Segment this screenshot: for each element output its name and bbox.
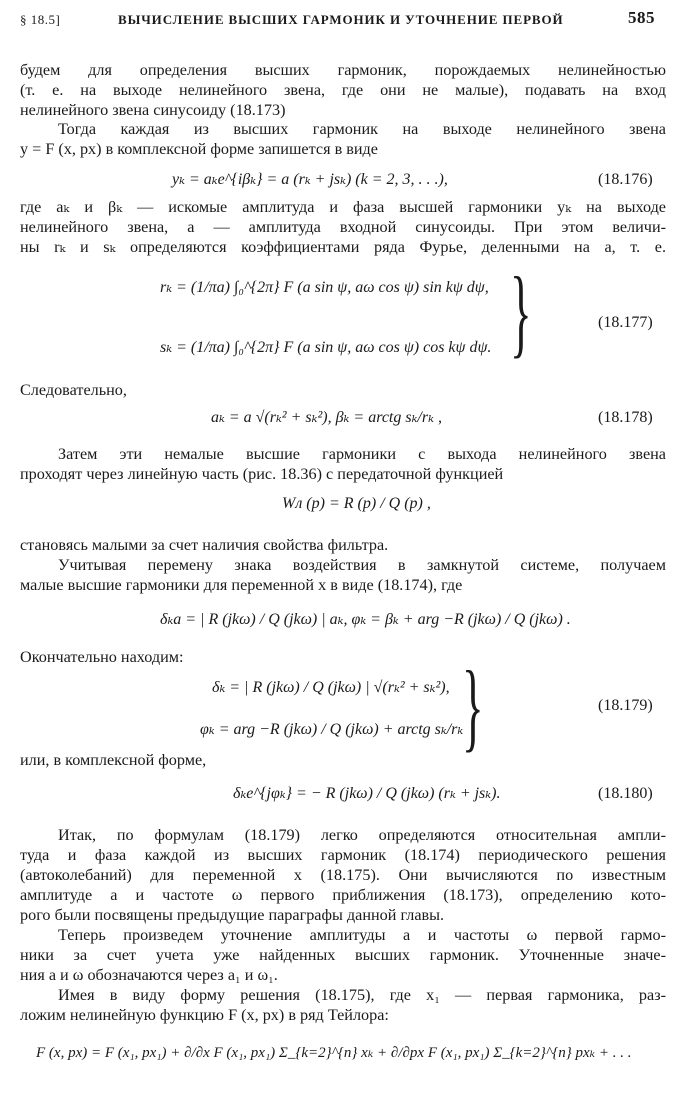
text-line: становясь малыми за счет наличия свойства фильтра.	[20, 536, 389, 554]
equation-number: (18.176)	[598, 171, 653, 188]
equation-taylor: F (x, px) = F (x₁, px₁) + ∂/∂x F (x₁, px₁) Σ_{k=2}^{n} xₖ + ∂/∂px F (x₁, px₁) Σ_{k=2}^{n} pxₖ + . . .	[36, 1045, 632, 1061]
text-line: ники за счет учета уже найденных высших гармоник. Уточненные значе-	[20, 946, 666, 964]
right-brace: }	[462, 650, 484, 761]
equation-18-176: yₖ = aₖe^{iβₖ} = a (rₖ + jsₖ) (k = 2, 3, . . .),	[172, 171, 448, 188]
equation-number: (18.180)	[598, 785, 653, 802]
text-line: малые высшие гармоники для переменной x в виде (18.174), где	[20, 576, 463, 594]
text-line: туда и фаза каждой из высших гармоник (18.174) периодического решения	[20, 846, 666, 864]
text-line: проходят через линейную часть (рис. 18.36) с передаточной функцией	[20, 465, 504, 483]
equation-18-180: δₖe^{jφₖ} = − R (jkω) / Q (jkω) (rₖ + jsₖ).	[233, 785, 501, 802]
equation-18-179-phi: φₖ = arg −R (jkω) / Q (jkω) + arctg sₖ/rₖ	[200, 721, 464, 738]
equation-number: (18.178)	[598, 409, 653, 426]
text-line: амплитуде a и частоте ω первого приближения (18.173), определению кото-	[20, 886, 666, 904]
text-line: нелинейного звена, a — амплитуда входной синусоиды. При этом величи-	[20, 218, 666, 236]
equation-18-177-s: sₖ = (1/πa) ∫₀^{2π} F (a sin ψ, aω cos ψ) cos kψ dψ.	[160, 339, 492, 356]
section-number: § 18.5]	[20, 12, 61, 27]
text-line: Тогда каждая из высших гармоник на выходе нелинейного звена	[58, 120, 666, 138]
text-line: Теперь произведем уточнение амплитуды a и частоты ω первой гармо-	[58, 926, 666, 944]
text-line: ложим нелинейную функцию F (x, px) в ряд Тейлора:	[20, 1006, 389, 1024]
text-line: Итак, по формулам (18.179) легко определяются относительная ампли-	[58, 826, 666, 844]
text-line: ны rₖ и sₖ определяются коэффициентами ряда Фурье, деленными на a, т. е.	[20, 238, 666, 256]
text-line: Учитывая перемену знака воздействия в замкнутой системе, получаем	[58, 556, 666, 574]
text-line: Имея в виду форму решения (18.175), где x₁ — первая гармоника, раз-	[58, 986, 666, 1004]
text-line: Окончательно находим:	[20, 648, 184, 666]
text-line: будем для определения высших гармоник, порождаемых нелинейностью	[20, 61, 666, 79]
running-title: ВЫЧИСЛЕНИЕ ВЫСШИХ ГАРМОНИК И УТОЧНЕНИЕ ПЕРВОЙ	[118, 12, 564, 27]
text-line: ния a и ω обозначаются через a₁ и ω₁.	[20, 966, 278, 984]
equation-18-179-delta: δₖ = | R (jkω) / Q (jkω) | √(rₖ² + sₖ²),	[212, 679, 450, 696]
text-line: (т. е. на выходе нелинейного звена, где они не малые), подавать на вход	[20, 81, 666, 99]
text-line: (автоколебаний) для переменной x (18.175). Они вычисляются по известным	[20, 866, 666, 884]
text-line: рого были посвящены предыдущие параграфы данной главы.	[20, 906, 445, 924]
text-line: или, в комплексной форме,	[20, 751, 207, 769]
right-brace: }	[510, 256, 532, 367]
text-line: y = F (x, px) в комплексной форме запишется в виде	[20, 140, 378, 158]
page-number: 585	[628, 8, 655, 27]
equation-18-177-r: rₖ = (1/πa) ∫₀^{2π} F (a sin ψ, aω cos ψ) sin kψ dψ,	[160, 279, 489, 296]
equation-18-178: aₖ = a √(rₖ² + sₖ²), βₖ = arctg sₖ/rₖ ,	[211, 409, 442, 426]
equation-delta: δₖa = | R (jkω) / Q (jkω) | aₖ, φₖ = βₖ + arg −R (jkω) / Q (jkω) .	[160, 611, 571, 628]
equation-number: (18.179)	[598, 697, 653, 714]
equation-number: (18.177)	[598, 314, 653, 331]
text-line: Затем эти немалые высшие гармоники с выхода нелинейного звена	[58, 445, 666, 463]
text-line: нелинейного звена синусоиду (18.173)	[20, 101, 286, 119]
equation-transfer-function: Wл (p) = R (p) / Q (p) ,	[282, 495, 431, 512]
text-line: где aₖ и βₖ — искомые амплитуда и фаза высшей гармоники yₖ на выходе	[20, 198, 666, 216]
text-line: Следовательно,	[20, 381, 127, 399]
